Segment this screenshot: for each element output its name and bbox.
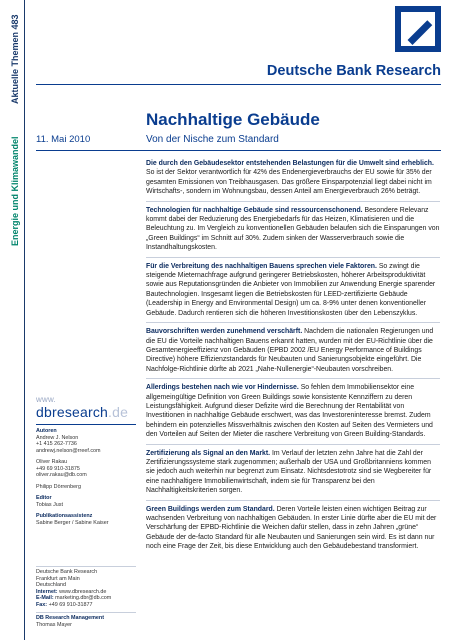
paragraph-lead: Technologien für nachhaltige Gebäude sind ressourcenschonend. bbox=[146, 206, 363, 214]
fax-label: Fax: bbox=[36, 601, 48, 608]
author-email[interactable]: andrewj.nelson@rreef.com bbox=[36, 447, 101, 454]
management-block bbox=[36, 615, 140, 628]
paragraph-divider bbox=[146, 378, 440, 379]
paragraph-divider bbox=[146, 322, 440, 323]
management-heading: DB Research Management bbox=[36, 615, 105, 621]
address-line: Frankfurt am Main bbox=[36, 575, 80, 582]
paragraph-text: Deren Vorteile leisten einen wichtigen Beitrag zur wachsenden Verbreitung von nachhaltigen Gebäuden. In erster Linie dürfte aber die EU mit der Verschärfung der EPBD-Richtlinie die Weichen dafür stellen, dass in zehn Jahren „grüne“ Gebäude der de-facto Standard für alle Neubauten und Sanierungen sein wird. Es ist dann nur noch eine Frage der Zeit, bis diese Entwicklung auch den Gebäudebestand transformiert. bbox=[146, 505, 437, 551]
website-name: dbresearch bbox=[36, 404, 109, 420]
authors-block bbox=[36, 428, 140, 526]
sidebar-divider bbox=[36, 612, 136, 613]
paragraph-lead: Zertifizierung als Signal an den Markt. bbox=[146, 449, 271, 457]
author-phone: +1 415 262-7736 bbox=[36, 441, 77, 447]
publication-date: 11. Mai 2010 bbox=[36, 134, 91, 145]
paragraph-1 bbox=[146, 159, 440, 197]
editor-heading: Editor bbox=[36, 495, 52, 501]
paragraph-7 bbox=[146, 505, 440, 552]
internet-value: www.dbresearch.de bbox=[57, 588, 107, 595]
assistance-heading: Publikationsassistenz bbox=[36, 513, 93, 519]
fax-value: +49 69 910-31877 bbox=[47, 601, 93, 608]
assistance-names: Sabine Berger / Sabine Kaiser bbox=[36, 519, 109, 526]
paragraph-lead: Die durch den Gebäudesektor entstehenden Belastungen für die Umwelt sind erheblich. bbox=[146, 160, 434, 167]
page-subtitle: Von der Nische zum Standard bbox=[146, 134, 279, 145]
paragraph-text: So zwingt die steigende Mieternachfrage aufgrund geringerer Betriebskosten, höherer Arbeitsproduktivität sowie aus Reputationsgründen die Anbieter von Immobilien zur Anwendung Energie sparender Bautechnologien. Insgesamt liegen die Betriebskosten für LEED-zertifizierte Gebäude (Leadership in Energy and Environmental Design) um ca. 8-9% unter denen konventioneller Gebäude. Dadurch rentieren sich die höheren Investitionskosten über den Lebenszyklus. bbox=[146, 262, 436, 317]
fax-line bbox=[36, 602, 140, 609]
paragraph-text: So ist der Sektor verantwortlich für 42% des Endenergieverbrauchs der EU sowie für 35% der gesamten Emissionen von Treibhausgasen. Das größere Einsparpotenzial liegt dabei nicht im Wirtschafts-, sondern im Wohnungsbau, dessen Anteil am Energieverbrauch 26% beträgt. bbox=[146, 169, 432, 196]
paragraph-2 bbox=[146, 206, 440, 253]
deutsche-bank-logo-icon bbox=[395, 6, 441, 52]
brand-name: Deutsche Bank Research bbox=[266, 63, 441, 79]
address-line: Deutsche Bank Research bbox=[36, 569, 98, 575]
side-rule bbox=[24, 0, 25, 640]
website-suffix: .de bbox=[108, 404, 129, 420]
paragraph-lead: Für die Verbreitung des nachhaltigen Bauens sprechen viele Faktoren. bbox=[146, 262, 377, 270]
paragraph-text: Nachdem die nationalen Regierungen und die EU die Vorteile nachhaltigen Bauens erkannt hatten, wurden mit der EU-Richtlinie über die Gesamtenergieeffizienz von Gebäuden (EPBD 2002 /EU Energy Performance of Buildings Directive) höhere Effizienzstandards für Neubauten und Sanierungsobjekte eingeführt. Die Nachfolge-Richtlinie dürfte ab 2021 „Nahe-Nullenergie“-Neubauten vorschreiben. bbox=[146, 328, 434, 373]
author-name: Andrew J. Nelson bbox=[36, 434, 79, 441]
title-divider bbox=[36, 150, 441, 151]
page-title: Nachhaltige Gebäude bbox=[146, 110, 320, 129]
sidebar-divider bbox=[36, 424, 136, 425]
paragraph-5 bbox=[146, 383, 440, 439]
logo-slash bbox=[408, 20, 433, 45]
email-value: marketing.dbr@db.com bbox=[53, 595, 112, 601]
author-name: Philipp Dörrenberg bbox=[36, 483, 81, 490]
address-line: Deutschland bbox=[36, 582, 66, 588]
management-name: Thomas Mayer bbox=[36, 621, 72, 628]
topic-label: Energie und Klimawandel bbox=[10, 136, 20, 246]
author-phone: +49 69 910-31875 bbox=[36, 465, 80, 472]
paragraph-divider bbox=[146, 444, 440, 445]
internet-label: Internet: bbox=[36, 588, 58, 595]
paragraph-6 bbox=[146, 449, 440, 496]
paragraph-text: So fehlen dem Immobiliensektor eine allgemeingültige Definition von Green Buildings sowie konsistente Kennziffern zu deren Leistungsfähigkeit. Aufgrund dieser Defizite wird die Berechnung der Rentabilität von Investitionen in nachhaltige Gebäude erschwert, was das Investoreninteresse bremst. Zudem behindern ein potenzielles Missverhältnis zwischen den Kosten auf Seiten des Vermieters und den Vorteilen auf Seiten der Mieter die raschere Verbreitung von Green Building-Standards. bbox=[146, 384, 433, 439]
address-block bbox=[36, 569, 140, 608]
paragraph-3 bbox=[146, 262, 440, 318]
brand-divider bbox=[36, 84, 441, 85]
summary-column bbox=[146, 159, 440, 552]
sidebar-divider bbox=[36, 566, 136, 567]
paragraph-lead: Green Buildings werden zum Standard. bbox=[146, 505, 275, 513]
website-logo[interactable] bbox=[36, 396, 128, 421]
paragraph-divider bbox=[146, 201, 440, 202]
paragraph-4 bbox=[146, 327, 440, 374]
website-prefix: www. bbox=[36, 395, 56, 404]
paragraph-lead: Bauvorschriften werden zunehmend verschärft. bbox=[146, 328, 303, 336]
paragraph-lead: Allerdings bestehen nach wie vor Hindernisse. bbox=[146, 384, 299, 392]
paragraph-divider bbox=[146, 500, 440, 501]
authors-heading: Autoren bbox=[36, 428, 57, 434]
paragraph-divider bbox=[146, 257, 440, 258]
paragraph-text: Im Verlauf der letzten zehn Jahre hat die Zahl der Zertifizierungssysteme stark zugenommen; außerhalb der USA und Großbritanniens kommen sie jedoch auch weiterhin nur begrenzt zum Einsatz. Nichtsdestotrotz sind sie Wegbereiter für eine nachhaltigere Immobilienwirtschaft, indem sie für Transparenz bei den Nachhaltigkeitskriterien sorgen. bbox=[146, 449, 432, 495]
author-name: Oliver Rakau bbox=[36, 459, 68, 465]
series-label: Aktuelle Themen 483 bbox=[10, 14, 20, 104]
editor-name: Tobias Just bbox=[36, 501, 63, 508]
email-label: E-Mail: bbox=[36, 595, 54, 601]
paragraph-text: Besondere Relevanz kommt dabei der Reduzierung des Energiebedarfs für das Heizen, Klimatisieren und die Beleuchtung zu. Im Vergleich zu konventionellen Gebäuden belaufen sich die Einsparungen von „Green Buildings“ im Schnitt auf 30%. Zudem sinken der Wasserverbrauch sowie die Instandhaltungskosten. bbox=[146, 206, 440, 252]
author-email[interactable]: oliver.rakau@db.com bbox=[36, 472, 87, 478]
